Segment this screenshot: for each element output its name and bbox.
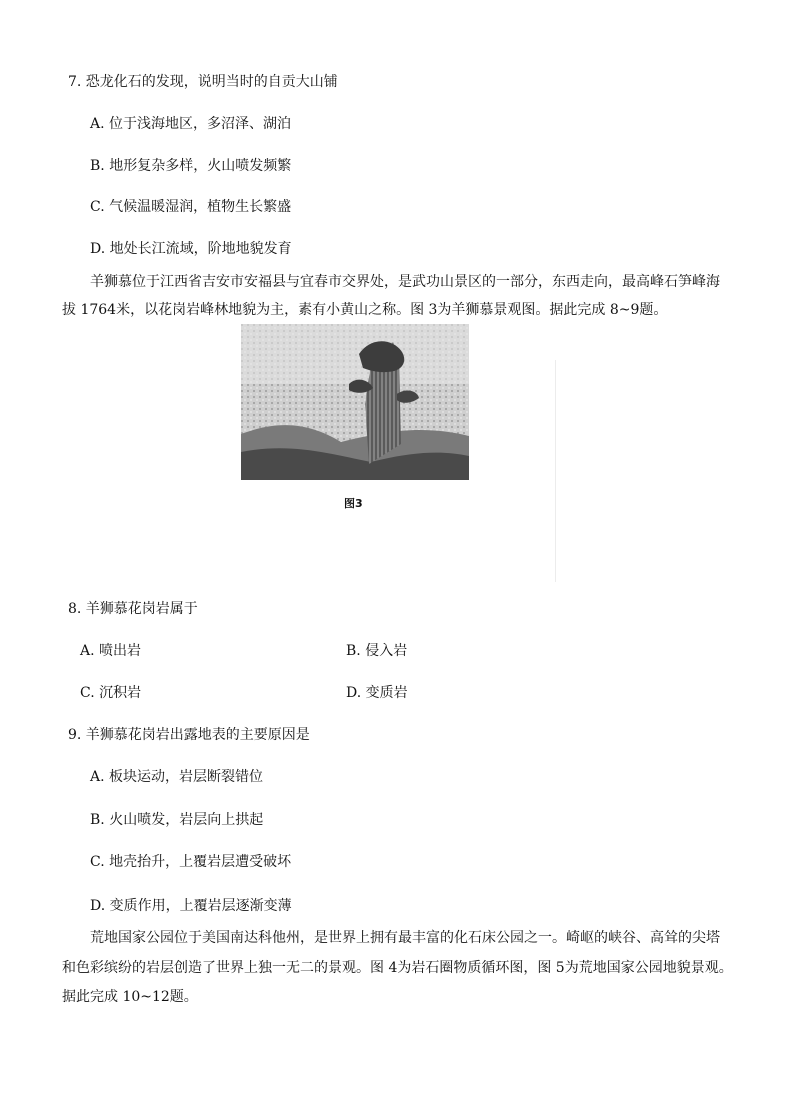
scan-edge-line [555,360,556,582]
question-8-option-c: C. 沉积岩 [80,685,142,701]
question-9-option-c: C. 地壳抬升，上覆岩层遭受破坏 [90,854,292,870]
passage-1-line-2: 拔 1764米，以花岗岩峰林地貌为主，素有小黄山之称。图 3为羊狮慕景观图。据此完成 8~9题。 [62,302,668,318]
question-7-option-c: C. 气候温暖湿润，植物生长繁盛 [90,199,292,215]
question-7-stem: 7. 恐龙化石的发现，说明当时的自贡大山铺 [68,74,338,90]
question-8-option-b: B. 侵入岩 [346,643,408,659]
question-9-option-d: D. 变质作用，上覆岩层逐渐变薄 [90,898,292,914]
figure-3-landscape-photo [241,324,469,480]
passage-2-line-1: 荒地国家公园位于美国南达科他州，是世界上拥有最丰富的化石床公园之一。崎岖的峡谷、高耸的尖塔 [90,930,720,946]
question-8-stem: 8. 羊狮慕花岗岩属于 [68,601,198,617]
passage-2-line-3: 据此完成 10~12题。 [62,989,198,1005]
passage-2-line-2: 和色彩缤纷的岩层创造了世界上独一无二的景观。图 4为岩石圈物质循环图，图 5为荒地国家公园地貌景观。 [62,960,733,976]
question-9-stem: 9. 羊狮慕花岗岩出露地表的主要原因是 [68,727,310,743]
question-8-option-a: A. 喷出岩 [80,643,142,659]
granite-peak-illustration [241,324,469,480]
question-7-option-a: A. 位于浅海地区，多沼泽、湖泊 [90,116,292,132]
question-9-option-a: A. 板块运动，岩层断裂错位 [90,769,264,785]
question-7-option-b: B. 地形复杂多样，火山喷发频繁 [90,158,292,174]
question-8-option-d: D. 变质岩 [346,685,408,701]
question-7-option-d: D. 地处长江流域，阶地地貌发育 [90,241,292,257]
question-9-option-b: B. 火山喷发，岩层向上拱起 [90,812,264,828]
passage-1-line-1: 羊狮慕位于江西省吉安市安福县与宜春市交界处，是武功山景区的一部分，东西走向，最高峰石笋峰海 [90,274,720,290]
figure-3-caption: 图3 [344,497,363,510]
